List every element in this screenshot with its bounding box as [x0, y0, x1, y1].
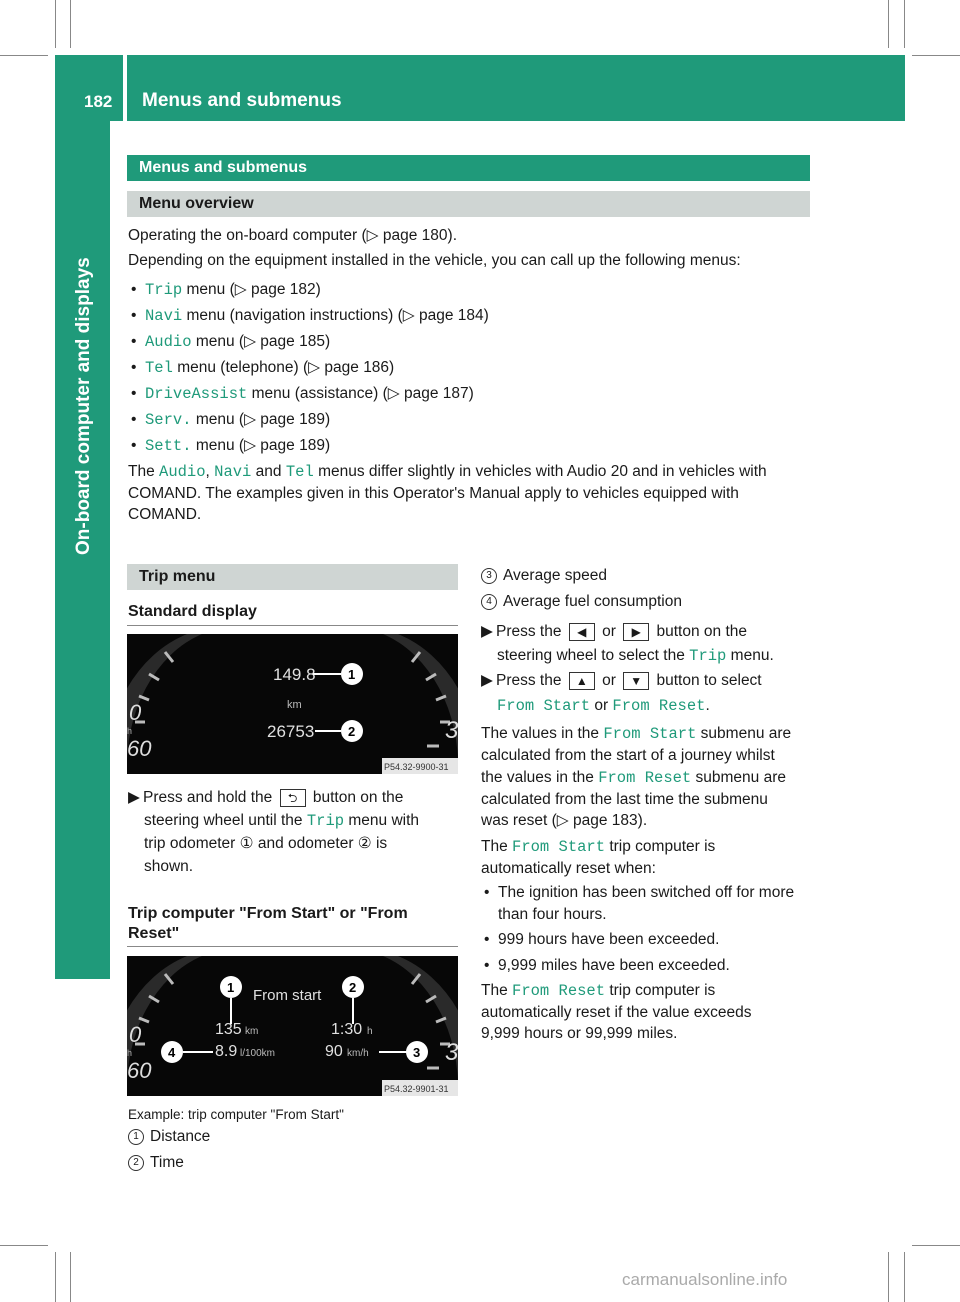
dashboard-image-standard [127, 634, 458, 774]
dashboard-image-from-start [127, 956, 458, 1096]
unit-label: km/h [347, 1048, 369, 1059]
list-item: • Tel menu (telephone) (▷ page 186) [131, 359, 395, 377]
paragraph: automatically reset if the value exceeds [481, 1004, 752, 1021]
svg-text:2: 2 [348, 724, 356, 739]
left-button-icon: ◀ [569, 623, 595, 641]
crop-mark [912, 1245, 960, 1246]
time-value: 1:30 [331, 1021, 363, 1038]
odometer-value: 26753 [267, 722, 315, 741]
dial-number: 60 [127, 736, 152, 761]
crop-mark [70, 1252, 71, 1302]
paragraph: The values in the From Start submenu are [481, 725, 792, 743]
dial-number: 3 [445, 1039, 458, 1066]
crop-mark [888, 0, 889, 48]
page-number: 182 [84, 92, 113, 111]
intro-text: Operating the on-board computer (▷ page 180). [128, 227, 458, 244]
paragraph: The From Reset trip computer is [481, 982, 716, 1000]
dial-number: 3 [445, 717, 458, 744]
svg-text:3: 3 [413, 1045, 421, 1060]
up-button-icon: ▲ [569, 672, 595, 690]
paragraph: calculated from the start of a journey whilst [481, 747, 775, 764]
unit-label: km [245, 1026, 259, 1037]
paragraph: calculated from the last time the submenu [481, 791, 768, 808]
list-item: • Audio menu (▷ page 185) [131, 333, 331, 351]
note-text: The Audio, Navi and Tel menus differ slightly in vehicles with Audio 20 and in vehicles with [128, 463, 767, 481]
paragraph: was reset (▷ page 183). [481, 812, 648, 829]
instruction-step: From Start or From Reset. [497, 697, 710, 715]
image-caption: Example: trip computer "From Start" [128, 1107, 344, 1122]
dial-number: 60 [127, 1058, 152, 1083]
instruction-step: steering wheel until the Trip menu with [144, 812, 420, 830]
menu-name: Trip [145, 281, 183, 299]
from-start-label: From start [253, 987, 322, 1004]
trip-computer-heading: Reset" [128, 925, 180, 942]
svg-text:1: 1 [227, 980, 235, 995]
dial-number: 0 [129, 700, 142, 725]
paragraph: The From Start trip computer is [481, 838, 716, 856]
watermark: carmanualsonline.info [622, 1270, 788, 1289]
menu-name: Audio [145, 333, 192, 351]
svg-text:4: 4 [168, 1045, 176, 1060]
crop-mark [904, 0, 905, 48]
paragraph: 9,999 hours or 99,999 miles. [481, 1025, 678, 1042]
dial-unit: h [127, 726, 133, 736]
trip-odometer-value: 149.8 [273, 665, 316, 684]
note-text: COMAND. The examples given in this Operator's Manual apply to vehicles equipped with [128, 485, 739, 502]
menu-name: Sett. [145, 437, 192, 455]
instruction-step: steering wheel to select the Trip menu. [497, 647, 774, 665]
svg-text:2: 2 [349, 980, 357, 995]
menu-desc: menu (assistance) (▷ page 187) [247, 385, 474, 402]
list-item: • 9,999 miles have been exceeded. [484, 957, 730, 974]
instruction-step: ▶ Press the ▲ or ▼ button to select [481, 672, 762, 689]
list-item: • Sett. menu (▷ page 189) [131, 437, 331, 455]
dial-unit: h [127, 1048, 133, 1058]
list-item: • 999 hours have been exceeded. [484, 931, 720, 948]
menu-desc: menu (navigation instructions) (▷ page 184) [182, 307, 489, 324]
legend-item: 3 Average speed [481, 566, 607, 586]
dial-number: 0 [129, 1022, 142, 1047]
instruction-step: trip odometer ① and odometer ② is [144, 835, 388, 852]
menu-name: Serv. [145, 411, 192, 429]
dashboard-graphic [127, 634, 458, 774]
list-item: • Serv. menu (▷ page 189) [131, 411, 331, 429]
instruction-step: ▶ Press the ◀ or ▶ button on the [481, 623, 747, 640]
unit-label: km [287, 699, 302, 711]
intro-text: Depending on the equipment installed in the vehicle, you can call up the following menus: [128, 252, 741, 269]
instruction-step: shown. [144, 858, 194, 875]
note-text: COMAND. [128, 506, 202, 523]
dashboard-graphic [127, 956, 458, 1096]
menu-desc: menu (▷ page 182) [182, 281, 321, 298]
legend-item: 1 Distance [128, 1127, 210, 1147]
crop-mark [0, 1245, 48, 1246]
list-item: than four hours. [498, 906, 607, 923]
crop-mark [0, 55, 48, 56]
down-button-icon: ▼ [623, 672, 649, 690]
divider [127, 625, 458, 626]
distance-value: 135 [215, 1021, 242, 1038]
list-item: • DriveAssist menu (assistance) (▷ page 187) [131, 385, 474, 403]
menu-name: Tel [145, 359, 173, 377]
crop-mark [55, 0, 56, 48]
instruction-step: ▶ Press and hold the ⮌ button on the [128, 789, 404, 806]
menu-desc: menu (▷ page 189) [191, 411, 331, 428]
header-title: Menus and submenus [142, 90, 342, 111]
fuel-value: 8.9 [215, 1043, 238, 1060]
back-button-icon: ⮌ [280, 789, 306, 807]
menu-desc: menu (▷ page 185) [191, 333, 331, 350]
list-item: • Trip menu (▷ page 182) [131, 281, 321, 299]
menu-desc: menu (▷ page 189) [191, 437, 331, 454]
trip-computer-heading: Trip computer "From Start" or "From [128, 905, 408, 922]
legend-item: 2 Time [128, 1153, 184, 1173]
paragraph: automatically reset when: [481, 860, 656, 877]
right-button-icon: ▶ [623, 623, 649, 641]
list-item: • The ignition has been switched off for more [484, 884, 795, 901]
speed-value: 90 [325, 1043, 343, 1060]
crop-mark [888, 1252, 889, 1302]
side-tab-label: On-board computer and displays [73, 257, 94, 555]
image-code: P54.32-9901-31 [384, 1084, 449, 1094]
image-code: P54.32-9900-31 [384, 762, 449, 772]
section-subtitle: Menu overview [127, 191, 810, 217]
crop-mark [55, 1252, 56, 1302]
unit-label: l/100km [240, 1048, 276, 1059]
paragraph: the values in the From Reset submenu are [481, 769, 786, 787]
svg-text:1: 1 [348, 667, 356, 682]
crop-mark [70, 0, 71, 48]
menu-name: Navi [145, 307, 183, 325]
menu-name: DriveAssist [145, 385, 248, 403]
standard-display-heading: Standard display [128, 603, 257, 620]
crop-mark [904, 1252, 905, 1302]
header-divider [123, 55, 127, 121]
crop-mark [912, 55, 960, 56]
list-item: • Navi menu (navigation instructions) (▷ page 184) [131, 307, 489, 325]
legend-item: 4 Average fuel consumption [481, 592, 682, 612]
menu-desc: menu (telephone) (▷ page 186) [172, 359, 395, 376]
trip-menu-title: Trip menu [127, 564, 458, 590]
divider [127, 946, 458, 947]
unit-label: h [367, 1026, 373, 1037]
section-title: Menus and submenus [127, 155, 810, 181]
